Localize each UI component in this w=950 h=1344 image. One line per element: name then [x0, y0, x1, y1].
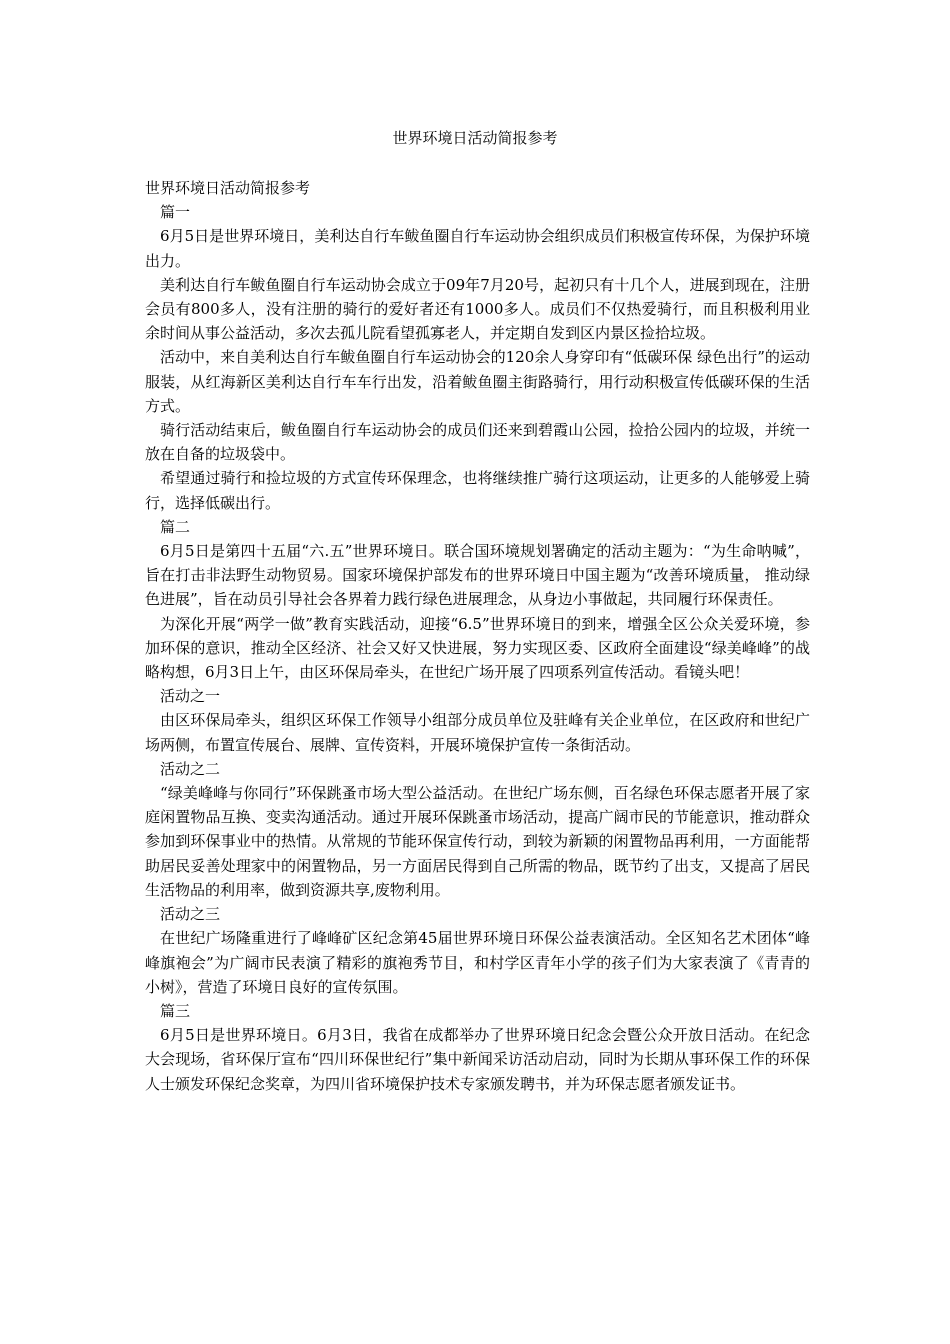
section-label: 篇一 — [160, 203, 191, 222]
paragraph: “绿美峰峰与你同行”环保跳蚤市场大型公益活动。在世纪广场东侧，百名绿色环保志愿者开展了家庭闲置物品互换、变卖沟通活动。通过开展环保跳蚤市场活动，提高广阔市民的节能意识，推动群众参加到环保事业中的热情。从常规的节能环保宣传行动，到较为新颖的闲置物品再利用，一方面能帮助居民妥善处理家中的闲置物品，另一方面居民得到自己所需的物品，既节约了出支，又提高了居民生活物品的利用率，做到资源共享,废物利用。 — [145, 784, 810, 899]
paragraph: 活动中，来自美利达自行车鲅鱼圈自行车运动协会的120余人身穿印有“低碳环保 绿色出行”的运动服装，从红海新区美利达自行车车行出发，沿着鲅鱼圈主街路骑行，用行动积极宣传低碳环保的生活方式。 — [145, 348, 810, 415]
section-label: 篇三 — [160, 1001, 191, 1020]
paragraph: 6月5日是第四十五届“六.五”世界环境日。联合国环境规划署确定的活动主题为：“为生命呐喊”，旨在打击非法野生动物贸易。国家环境保护部发布的世界环境日中国主题为“改善环境质量， 推动绿色进展”，旨在动员引导社会各界着力践行绿色进展理念，从身边小事做起，共同履行环保责任。 — [145, 542, 810, 609]
paragraph: 美利达自行车鲅鱼圈自行车运动协会成立于09年7月20号，起初只有十几个人，进展到现在，注册会员有800多人，没有注册的骑行的爱好者还有1000多人。成员们不仅热爱骑行，而且积极利用业余时间从事公益活动，多次去孤儿院看望孤寡老人，并定期自发到区内景区捡拾垃圾。 — [145, 275, 810, 343]
subsection-label: 活动之二 — [160, 759, 221, 778]
body-heading: 世界环境日活动简报参考 — [145, 179, 311, 197]
paragraph: 骑行活动结束后，鲅鱼圈自行车运动协会的成员们还来到碧霞山公园，捡拾公园内的垃圾，并统一放在自备的垃圾袋中。 — [145, 421, 810, 464]
paragraph: 由区环保局牵头，组织区环保工作领导小组部分成员单位及驻峰有关企业单位，在区政府和世纪广场两侧，布置宣传展台、展牌、宣传资料，开展环境保护宣传一条街活动。 — [145, 711, 810, 754]
section-label: 篇二 — [160, 517, 191, 536]
subsection-label: 活动之三 — [160, 905, 221, 924]
document-title: 世界环境日活动简报参考 — [392, 129, 558, 147]
paragraph: 在世纪广场隆重进行了峰峰矿区纪念第45届世界环境日环保公益表演活动。全区知名艺术团体“峰峰旗袍会”为广阔市民表演了精彩的旗袍秀节目，和村学区青年小学的孩子们为大家表演了《青青的小树》，营造了环境日良好的宣传氛围。 — [145, 929, 810, 996]
subsection-label: 活动之一 — [160, 687, 221, 706]
paragraph: 希望通过骑行和捡垃圾的方式宣传环保理念，也将继续推广骑行这项运动，让更多的人能够爱上骑行，选择低碳出行。 — [145, 469, 810, 512]
paragraph: 6月5日是世界环境日。6月3日，我省在成都举办了世界环境日纪念会暨公众开放日活动。在纪念大会现场，省环保厅宣布“四川环保世纪行”集中新闻采访活动启动，同时为长期从事环保工作的环保人士颁发环保纪念奖章，为四川省环境保护技术专家颁发聘书，并为环保志愿者颁发证书。 — [145, 1026, 810, 1093]
document-body — [145, 176, 810, 1096]
paragraph: 6月5日是世界环境日，美利达自行车鲅鱼圈自行车运动协会组织成员们积极宣传环保，为保护环境出力。 — [145, 227, 810, 270]
paragraph: 为深化开展“两学一做”教育实践活动，迎接“6.5”世界环境日的到来，增强全区公众关爱环境，参加环保的意识，推动全区经济、社会又好又快进展，努力实现区委、区政府全面建设“绿美峰峰”的战略构想，6月3日上午，由区环保局牵头，在世纪广场开展了四项系列宣传活动。看镜头吧！ — [145, 614, 810, 682]
